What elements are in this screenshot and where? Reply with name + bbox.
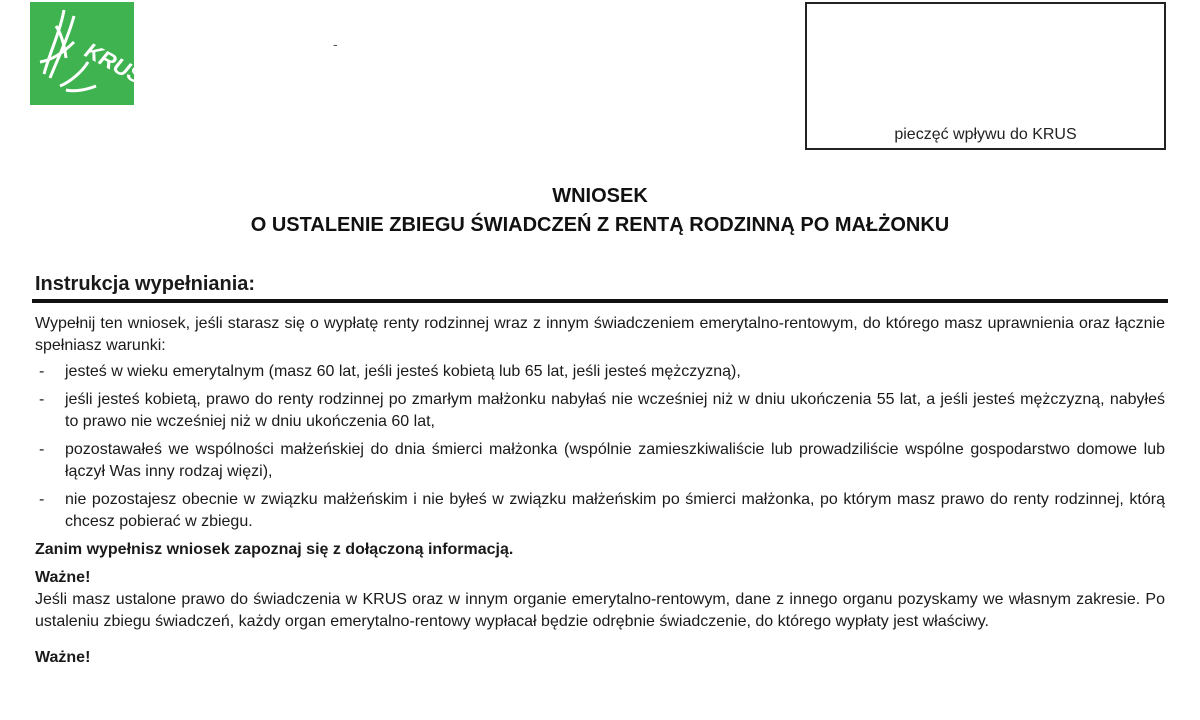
form-subtitle: O USTALENIE ZBIEGU ŚWIADCZEŃ Z RENTĄ RODZINNĄ PO MAŁŻONKU [250,214,950,236]
important-label-second: Ważne! [35,649,91,666]
krus-logo-icon [30,2,148,105]
list-item [35,389,1165,433]
read-info-note: Zanim wypełnisz wniosek zapoznaj się z dołączoną informacją. [35,541,514,558]
stamp-box [805,2,1166,150]
instructions-content [35,313,1165,669]
header-dash: - [333,36,338,52]
list-item [35,489,1165,533]
instructions-intro: Wypełnij ten wniosek, jeśli starasz się o wypłatę renty rodzinnej wraz z innym świadczeniem emerytalno-rentowym, do którego masz uprawnienia oraz łącznie spełniasz warunki: [35,315,1165,354]
krus-logo [30,2,148,105]
logo-text [81,38,148,89]
bullet-mark: - [39,363,45,380]
important-text: Jeśli masz ustalone prawo do świadczenia w KRUS oraz w innym organie emerytalno-rentowym, dane z innego organu pozyskamy we własnym zakresie. Po ustaleniu zbiegu świadczeń, każdy organ emerytalno-rentowy wypłacał będzie odrębnie świadczenie, do którego wypłaty jest właściwy. [35,591,1165,630]
instructions-heading: Instrukcja wypełniania: [35,273,256,295]
conditions-list [35,361,1165,533]
list-item-text: jeśli jesteś kobietą, prawo do renty rodzinnej po zmarłym małżonku nabyłaś nie wcześniej niż w dniu ukończenia 55 lat, a jeśli jesteś mężczyzną, nabyłeś to prawo nie wcześniej niż w dniu ukończenia 60 lat, [65,391,1165,430]
list-item-text: jesteś w wieku emerytalnym (masz 60 lat, jeśli jesteś kobietą lub 65 lat, jeśli jesteś mężczyzną), [65,363,741,380]
list-item [35,361,1165,383]
form-title: WNIOSEK [552,185,648,207]
logo-text-bind: KRUS [80,37,148,89]
important-label: Ważne! [35,569,91,586]
list-item-text: pozostawałeś we wspólności małżeńskiej do dnia śmierci małżonka (wspólnie zamieszkiwaliście lub prowadziliście wspólne gospodarstwo domowe lub łączył Was inny rodzaj więzi), [65,441,1165,480]
stamp-label: pieczęć wpływu do KRUS [894,126,1077,143]
bullet-mark: - [39,491,45,508]
bullet-mark: - [39,391,45,408]
bullet-mark: - [39,441,45,458]
section-divider [32,299,1168,303]
list-item-text: nie pozostajesz obecnie w związku małżeńskim i nie byłeś w związku małżeńskim po śmierci małżonka, po którym masz prawo do renty rodzinnej, którą chcesz pobierać w zbiegu. [65,491,1165,530]
list-item [35,439,1165,483]
